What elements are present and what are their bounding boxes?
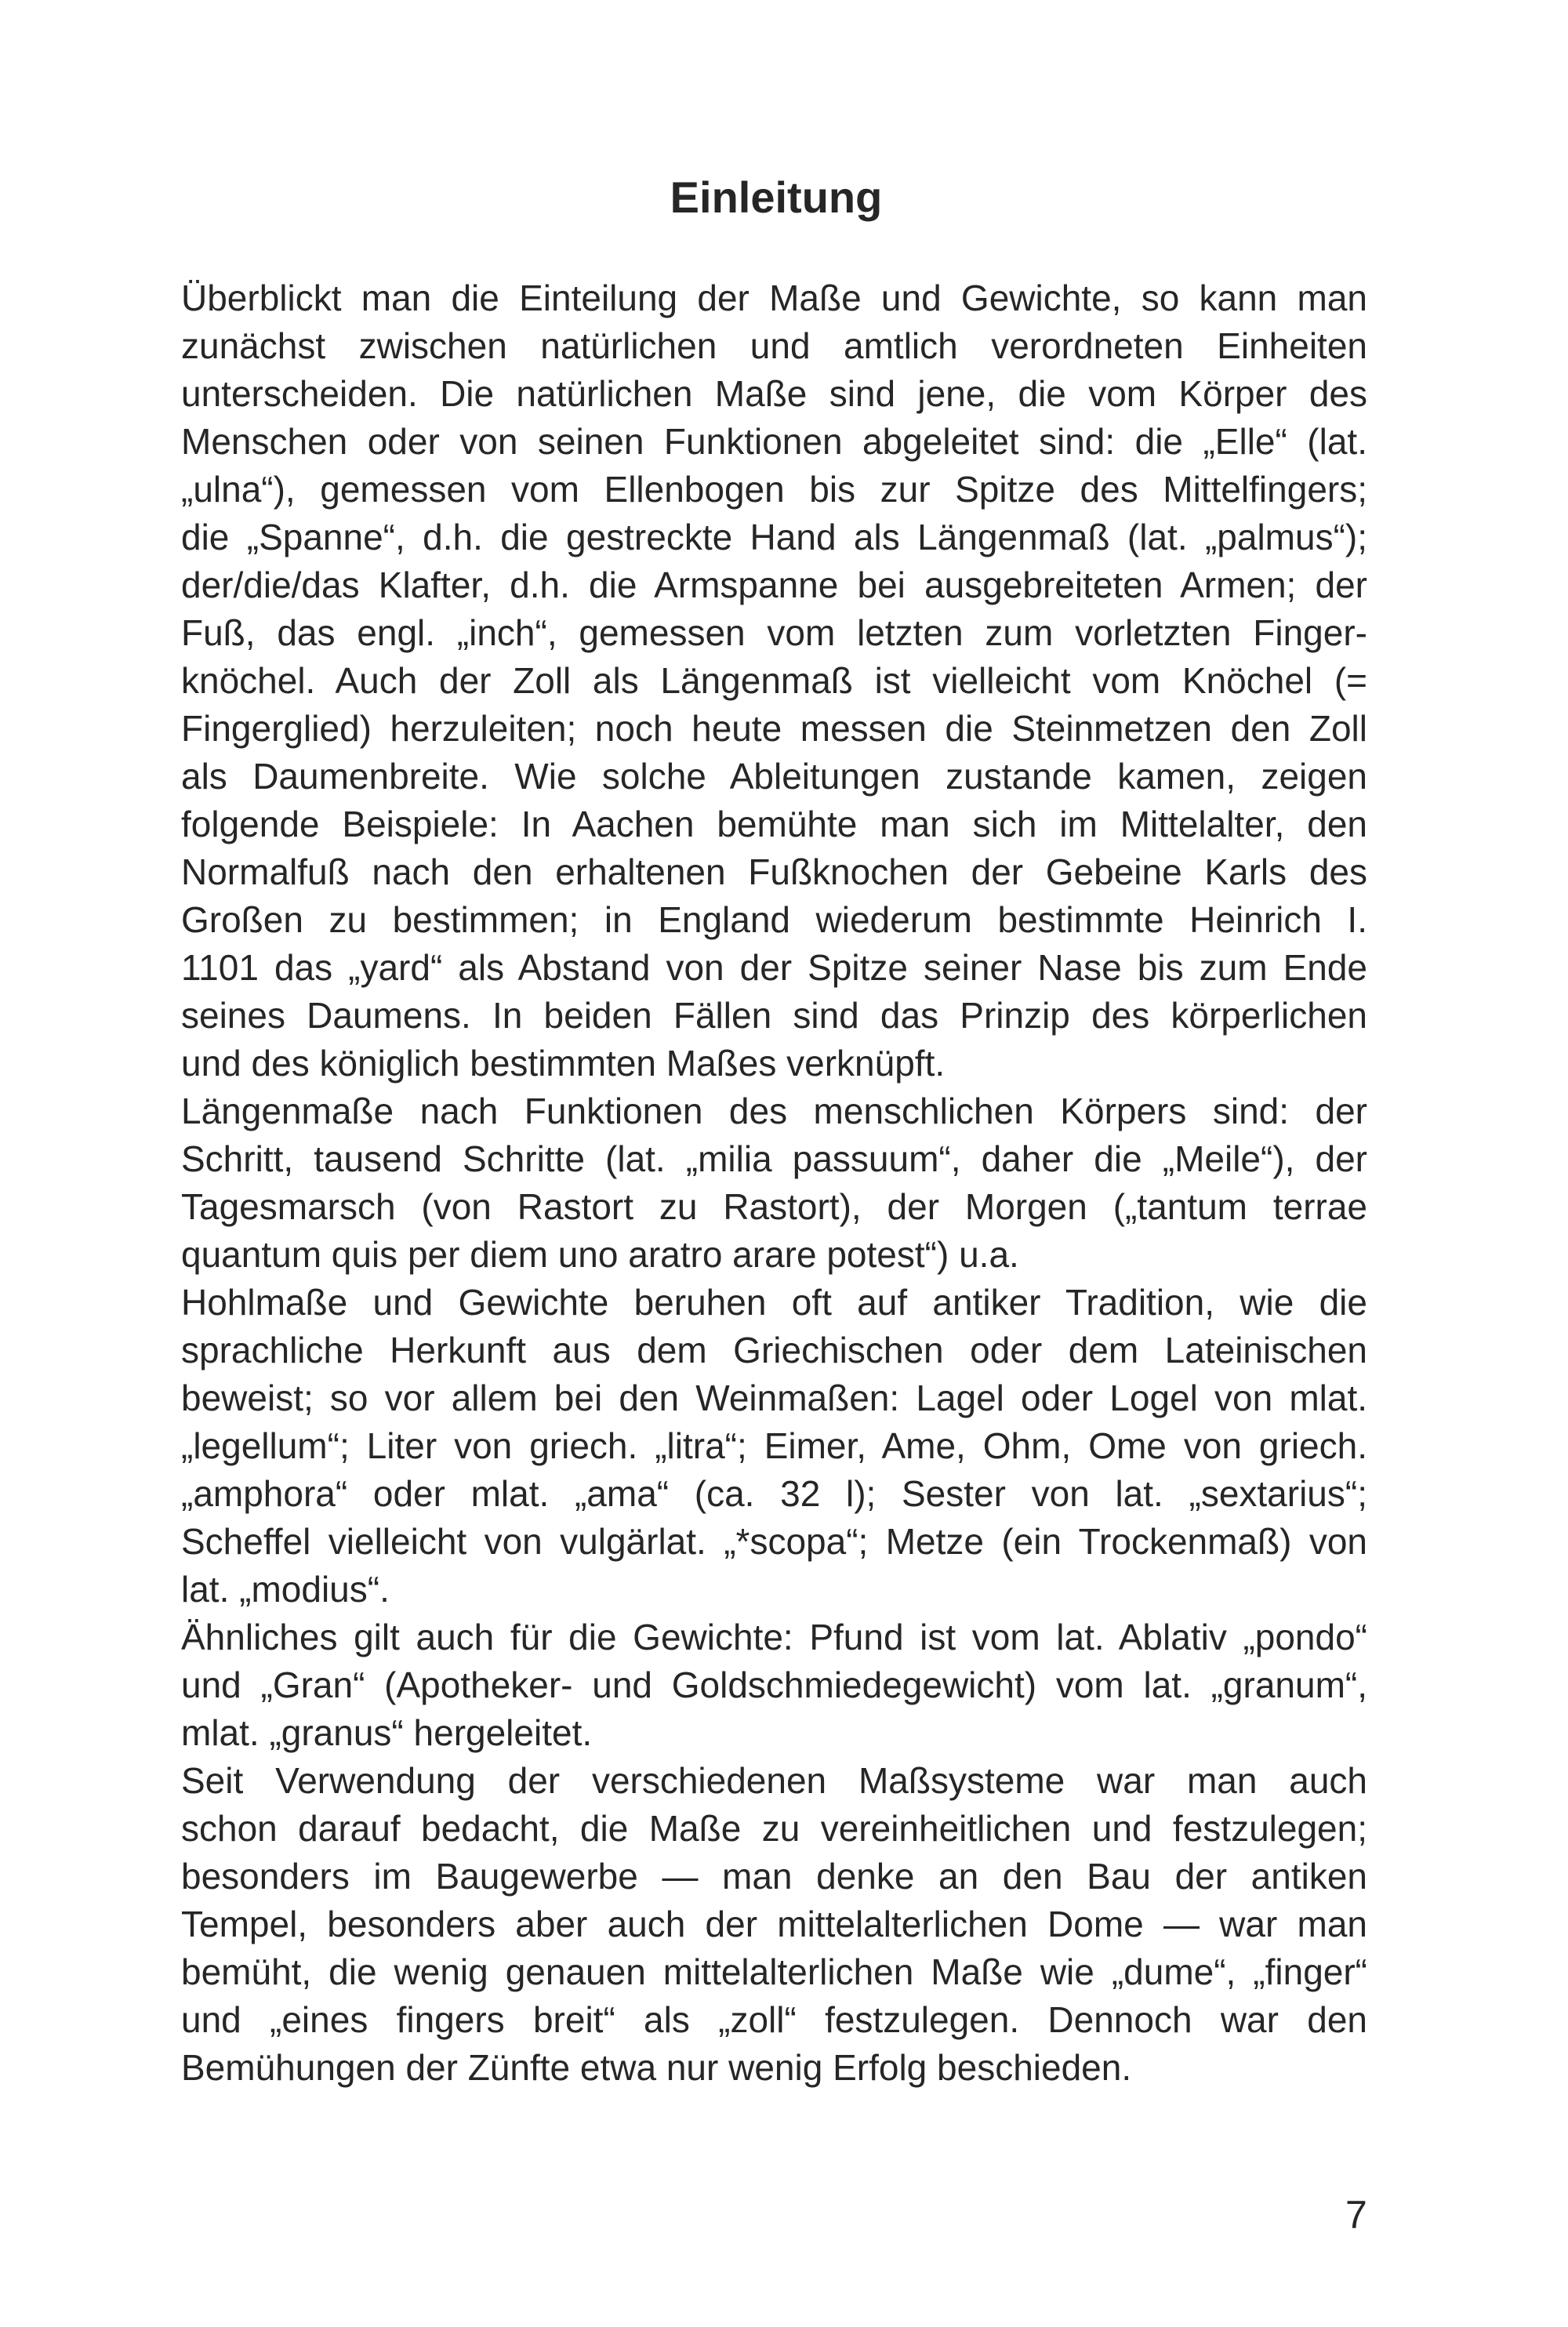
text-line: Fuß, das engl. „inch“, gemessen vom letzten zum vorletzten Finger- (181, 612, 1367, 653)
text-line: die „Spanne“, d.h. die gestreckte Hand als Längenmaß (lat. „palmus“); (181, 517, 1367, 557)
text-line: Überblickt man die Einteilung der Maße und Gewichte, so kann man (181, 278, 1367, 318)
text-line: zunächst zwischen natürlichen und amtlich verordneten Einheiten (181, 325, 1367, 366)
text-line: unterscheiden. Die natürlichen Maße sind jene, die vom Körper des (181, 373, 1367, 414)
text-line: als Daumenbreite. Wie solche Ableitungen zustande kamen, zeigen (181, 756, 1367, 797)
body-text (181, 274, 1367, 2092)
text-line: Fingerglied) herzuleiten; noch heute messen die Steinmetzen den Zoll (181, 708, 1367, 749)
text-line: Seit Verwendung der verschiedenen Maßsysteme war man auch (181, 1760, 1367, 1801)
text-line: folgende Beispiele: In Aachen bemühte man sich im Mittelalter, den (181, 804, 1367, 844)
text-line: besonders im Baugewerbe — man denke an den Bau der antiken (181, 1856, 1367, 1897)
text-line: der/die/das Klafter, d.h. die Armspanne bei ausgebreiteten Armen; der (181, 565, 1367, 605)
text-line: seines Daumens. In beiden Fällen sind das Prinzip des körperlichen (181, 995, 1367, 1036)
page-number: 7 (1345, 2193, 1367, 2237)
text-line: und „Gran“ (Apotheker- und Goldschmiedegewicht) vom lat. „granum“, (181, 1664, 1367, 1705)
text-line: schon darauf bedacht, die Maße zu vereinheitlichen und festzulegen; (181, 1808, 1367, 1849)
text-line: Schritt, tausend Schritte (lat. „milia passuum“, daher die „Meile“), der (181, 1138, 1367, 1179)
text-line: Tempel, besonders aber auch der mittelalterlichen Dome — war man (181, 1904, 1367, 1944)
text-line: sprachliche Herkunft aus dem Griechischen oder dem Lateinischen (181, 1330, 1367, 1370)
text-line: „amphora“ oder mlat. „ama“ (ca. 32 l); Sester von lat. „sextarius“; (181, 1473, 1367, 1514)
text-line: bemüht, die wenig genauen mittelalterlichen Maße wie „dume“, „finger“ (181, 1951, 1367, 1992)
text-line: Menschen oder von seinen Funktionen abgeleitet sind: die „Elle“ (lat. (181, 421, 1367, 462)
text-line: Normalfuß nach den erhaltenen Fußknochen der Gebeine Karls des (181, 851, 1367, 892)
text-line: 1101 das „yard“ als Abstand von der Spitze seiner Nase bis zum Ende (181, 947, 1367, 988)
text-line: lat. „modius“. (181, 1569, 390, 1610)
text-line: „ulna“), gemessen vom Ellenbogen bis zur Spitze des Mittelfingers; (181, 469, 1367, 510)
text-line: mlat. „granus“ hergeleitet. (181, 1712, 593, 1753)
text-line: Scheffel vielleicht von vulgärlat. „*scopa“; Metze (ein Trockenmaß) von (181, 1521, 1367, 1562)
text-line: Tagesmarsch (von Rastort zu Rastort), der Morgen („tantum terrae (181, 1186, 1367, 1227)
text-line: und „eines fingers breit“ als „zoll“ festzulegen. Dennoch war den (181, 1999, 1367, 2040)
text-line: quantum quis per diem uno aratro arare potest“) u.a. (181, 1234, 1019, 1275)
text-line: „legellum“; Liter von griech. „litra“; Eimer, Ame, Ohm, Ome von griech. (181, 1425, 1367, 1466)
text-line: Hohlmaße und Gewichte beruhen oft auf antiker Tradition, wie die (181, 1282, 1367, 1323)
page-title: Einleitung (670, 172, 883, 222)
text-line: Längenmaße nach Funktionen des menschlichen Körpers sind: der (181, 1091, 1367, 1131)
text-line: Großen zu bestimmen; in England wiederum bestimmte Heinrich I. (181, 899, 1367, 940)
text-line: Ähnliches gilt auch für die Gewichte: Pfund ist vom lat. Ablativ „pondo“ (181, 1617, 1367, 1657)
text-line: knöchel. Auch der Zoll als Längenmaß ist vielleicht vom Knöchel (= (181, 660, 1367, 701)
text-line: Bemühungen der Zünfte etwa nur wenig Erfolg beschieden. (181, 2047, 1132, 2088)
text-line: und des königlich bestimmten Maßes verknüpft. (181, 1043, 946, 1084)
text-line: beweist; so vor allem bei den Weinmaßen: Lagel oder Logel von mlat. (181, 1378, 1367, 1418)
